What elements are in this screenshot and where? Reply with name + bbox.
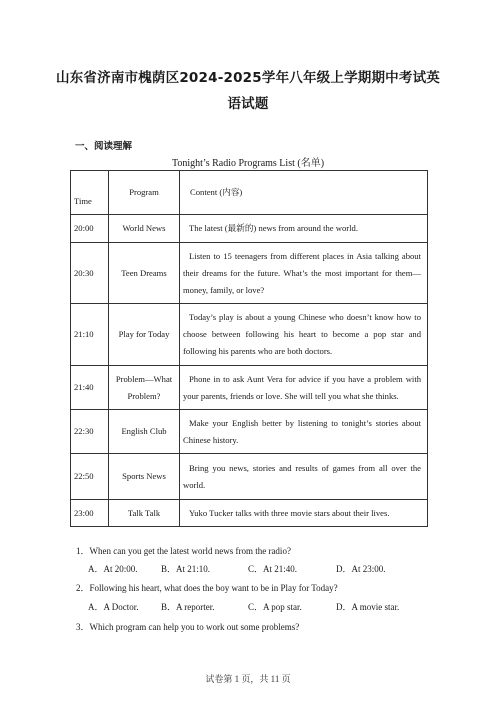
row-program: English Club <box>109 410 180 454</box>
row-content: Make your English better by listening to tonight’s stories about Chinese history. <box>183 417 421 445</box>
header-time: Time <box>74 196 92 206</box>
row-content: Today’s play is about a young Chinese who doesn’t know how to choose between following his heart to become a pop star and following his parents who are both doctors. <box>183 312 421 356</box>
row-content: Phone in to ask Aunt Vera for advice if you have a problem with your parents, friends or love. She will tell you what she thinks. <box>183 373 421 401</box>
question-1-option-a[interactable]: A．At 20:00. <box>88 564 138 574</box>
question-1-option-b[interactable]: B．At 21:10. <box>161 564 211 574</box>
table-caption: Tonight’s Radio Programs List (名单) <box>171 158 325 169</box>
row-content-cell <box>180 215 428 243</box>
table-row <box>71 243 428 304</box>
title-line-1: 山东省济南市槐荫区2024-2025学年八年级上学期期中考试英 <box>56 70 440 86</box>
table-row <box>71 500 428 527</box>
row-program: World News <box>109 215 180 243</box>
row-content-cell <box>180 304 428 366</box>
table-row <box>71 454 428 500</box>
table-row <box>71 410 428 454</box>
page-footer: 试卷第 1 页，共 11 页 <box>205 674 291 684</box>
row-program: Problem—What Problem? <box>109 366 180 410</box>
table-header-row <box>71 171 428 215</box>
row-content-cell <box>180 500 428 527</box>
row-time: 22:50 <box>71 454 109 500</box>
question-2-stem: 2．Following his heart, what does the boy want to be in Play for Today? <box>76 583 338 593</box>
title-line-2: 语试题 <box>227 96 269 112</box>
question-2-option-d[interactable]: D．A movie star. <box>336 602 400 612</box>
row-time: 22:30 <box>71 410 109 454</box>
question-1-stem: 1．When can you get the latest world news from the radio? <box>76 546 291 556</box>
row-time: 20:00 <box>71 215 109 243</box>
row-time: 23:00 <box>71 500 109 527</box>
row-content: Bring you news, stories and results of games from all over the world. <box>183 462 421 490</box>
row-program: Play for Today <box>109 304 180 366</box>
question-1-option-c[interactable]: C．At 21:40. <box>248 564 298 574</box>
row-content: The latest (最新的) news from around the world. <box>189 223 358 233</box>
row-program: Sports News <box>109 454 180 500</box>
radio-programs-table <box>70 170 428 527</box>
row-content: Yuko Tucker talks with three movie stars about their lives. <box>189 507 390 518</box>
table-row <box>71 304 428 366</box>
header-time-cell <box>71 171 109 215</box>
question-2-option-b[interactable]: B．A reporter. <box>161 602 215 612</box>
row-content: Listen to 15 teenagers from different places in Asia talking about their dreams for the future. What’s the most important for them—money, family, or love? <box>183 250 421 295</box>
row-program: Talk Talk <box>109 500 180 527</box>
row-content-cell <box>180 410 428 454</box>
question-3-stem: 3．Which program can help you to work out some problems? <box>76 622 300 632</box>
header-program: Program <box>109 171 180 215</box>
table-row <box>71 215 428 243</box>
row-time: 20:30 <box>71 243 109 304</box>
question-2-option-c[interactable]: C．A pop star. <box>248 602 302 612</box>
row-content-cell <box>180 243 428 304</box>
header-content: Content (内容) <box>180 171 428 215</box>
row-program: Teen Dreams <box>109 243 180 304</box>
section-heading: 一、阅读理解 <box>75 141 133 152</box>
row-time: 21:10 <box>71 304 109 366</box>
row-content-cell <box>180 454 428 500</box>
table-row <box>71 366 428 410</box>
question-1-option-d[interactable]: D．At 23:00. <box>336 564 386 574</box>
row-time: 21:40 <box>71 366 109 410</box>
question-2-option-a[interactable]: A．A Doctor. <box>88 602 139 612</box>
row-content-cell <box>180 366 428 410</box>
